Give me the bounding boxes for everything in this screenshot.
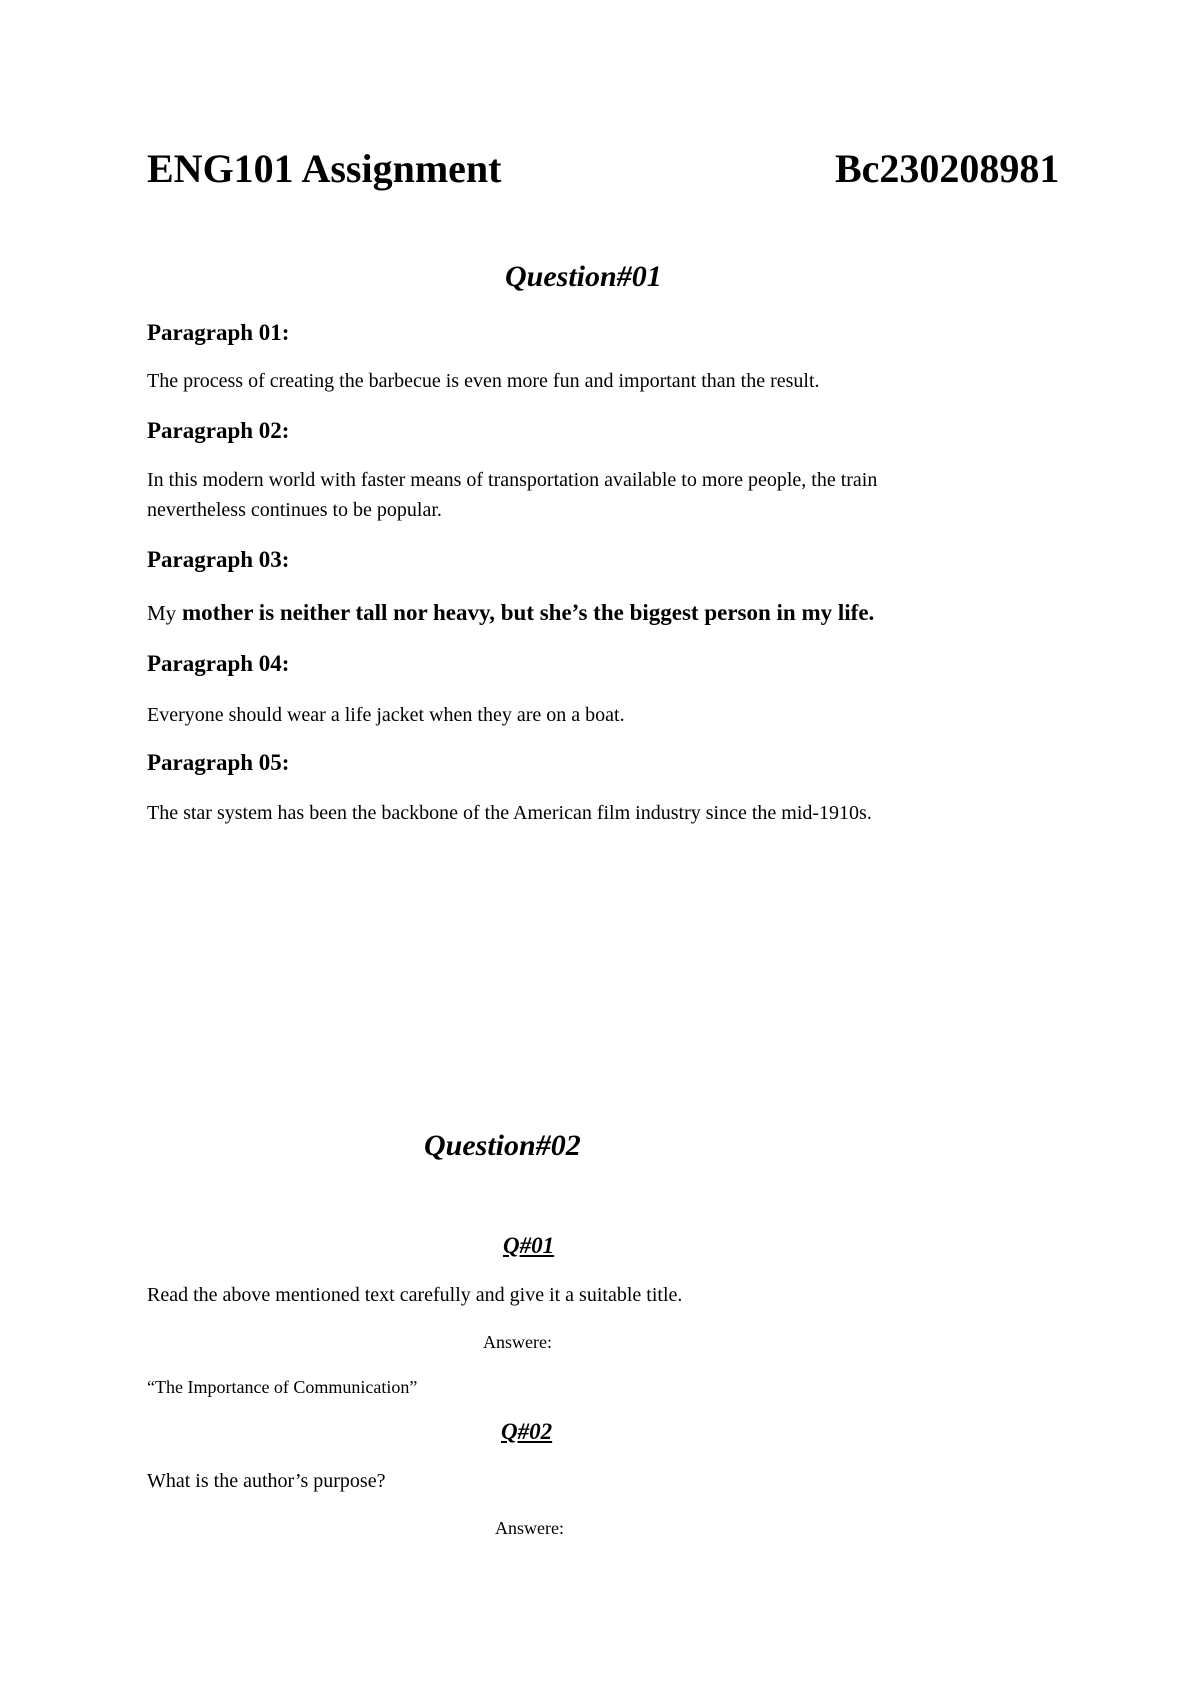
sub-question-1-label: Q#01 [503,1233,555,1258]
sub-question-1-answer: “The Importance of Communication” [147,1377,418,1397]
paragraph-1-label: Paragraph 01: [147,320,290,345]
paragraph-4-label: Paragraph 04: [147,651,290,676]
student-id: Bc230208981 [835,146,1060,191]
paragraph-5-text: The star system has been the backbone of the American film industry since the mid-1910s. [147,802,872,824]
paragraph-3-label: Paragraph 03: [147,547,290,572]
paragraph-2-text-line-1: In this modern world with faster means of transportation available to more people, the train [147,469,878,491]
paragraph-3-text [147,598,874,628]
paragraph-2-label: Paragraph 02: [147,418,290,443]
document-title: ENG101 Assignment [147,146,502,191]
paragraph-2-text-line-2: nevertheless continues to be popular. [147,499,442,521]
sub-question-1-text: Read the above mentioned text carefully and give it a suitable title. [147,1284,683,1306]
paragraph-1-text: The process of creating the barbecue is even more fun and important than the result. [147,370,820,392]
sub-question-2-text: What is the author’s purpose? [147,1470,386,1492]
sub-question-2-answer-label: Answere: [495,1518,564,1538]
sub-question-2-label: Q#02 [501,1419,553,1444]
question-1-heading: Question#01 [505,260,662,293]
question-2-heading: Question#02 [424,1129,581,1162]
paragraph-3-lead-word: My [147,601,177,625]
paragraph-4-text: Everyone should wear a life jacket when they are on a boat. [147,704,625,726]
paragraph-5-label: Paragraph 05: [147,750,290,775]
paragraph-3-bold-text: mother is neither tall nor heavy, but she’s the biggest person in my life. [176,600,875,625]
sub-question-1-answer-label: Answere: [483,1332,552,1352]
